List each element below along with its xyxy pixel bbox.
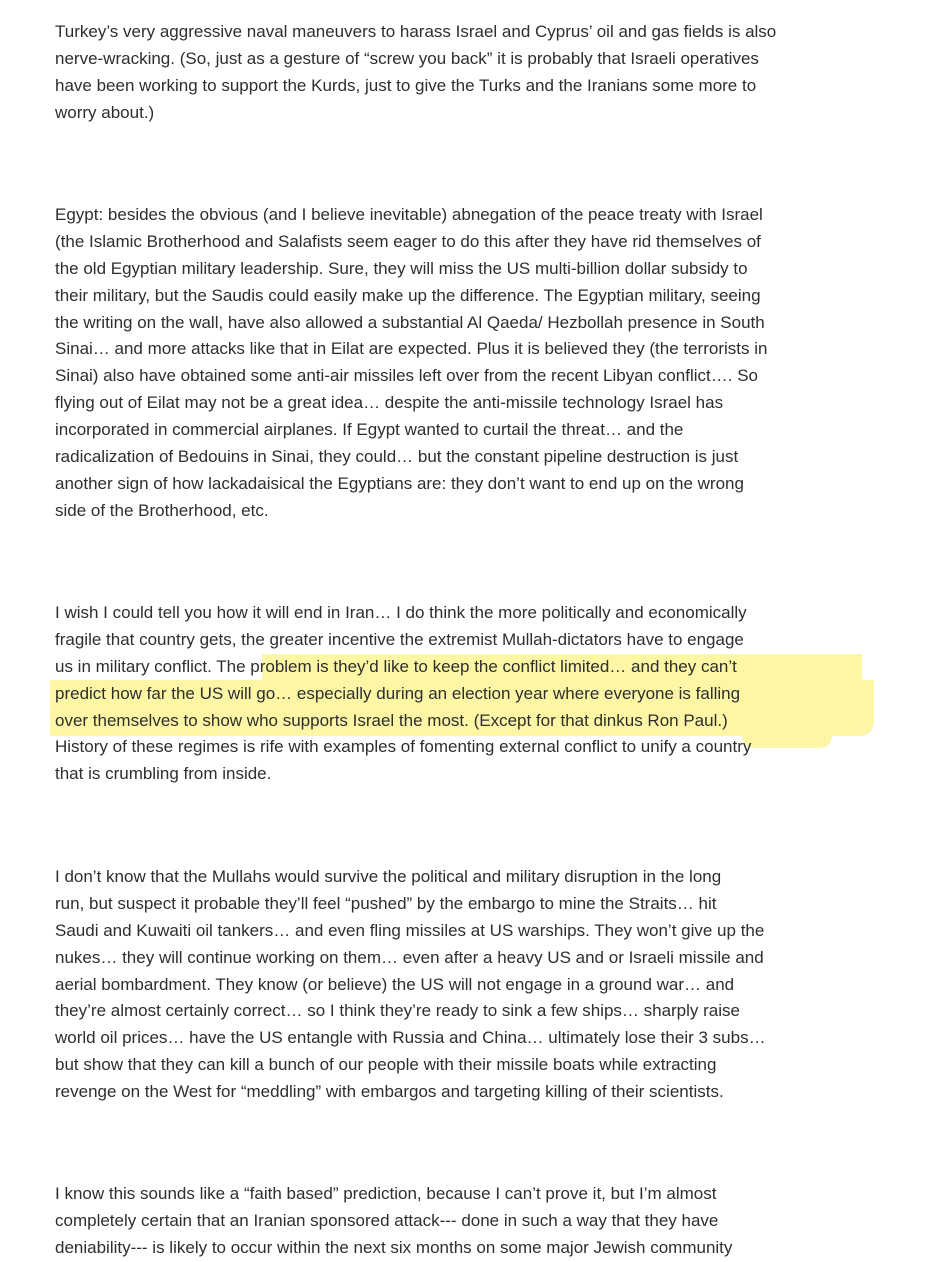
text-line: run, but suspect it probable they’ll feel “pushed” by the embargo to mine the Straits… hit xyxy=(55,893,717,913)
text-line: incorporated in commercial airplanes. If Egypt wanted to curtail the threat… and the xyxy=(55,420,684,440)
text-line: aerial bombardment. They know (or believe) the US will not engage in a ground war… and xyxy=(55,974,735,994)
text-line: us in military conflict. The problem is they’d like to keep the conflict limited… and they can’t xyxy=(55,656,737,676)
text-line: History of these regimes is rife with examples of fomenting external conflict to unify a country xyxy=(55,737,752,757)
paragraph-prediction xyxy=(55,1181,925,1262)
text-line: nukes… they will continue working on them… even after a heavy US and or Israeli missile and xyxy=(55,947,764,967)
text-line: I wish I could tell you how it will end in Iran… I do think the more politically and economically xyxy=(55,603,747,622)
text-line: another sign of how lackadaisical the Egyptians are: they don’t want to end up on the wrong xyxy=(55,473,744,493)
text-line: the writing on the wall, have also allowed a substantial Al Qaeda/ Hezbollah presence in South xyxy=(55,312,765,332)
paragraph-egypt xyxy=(55,202,925,525)
text-line: that is crumbling from inside. xyxy=(55,764,272,784)
text-line: Saudi and Kuwaiti oil tankers… and even fling missiles at US warships. They won’t give up the xyxy=(55,920,765,940)
paragraph-mullahs xyxy=(55,864,925,1106)
text-line: world oil prices… have the US entangle with Russia and China… ultimately lose their 3 subs… xyxy=(55,1028,766,1048)
text-line: side of the Brotherhood, etc. xyxy=(55,500,269,520)
text-line: their military, but the Saudis could easily make up the difference. The Egyptian military, seeing xyxy=(55,285,761,305)
text-line: Egypt: besides the obvious (and I believe inevitable) abnegation of the peace treaty with Israel xyxy=(55,205,763,224)
text-line: completely certain that an Iranian sponsored attack--- done in such a way that they have xyxy=(55,1210,719,1230)
text-line: nerve-wracking. (So, just as a gesture of “screw you back” it is probably that Israeli operatives xyxy=(55,48,759,68)
text-line: fragile that country gets, the greater incentive the extremist Mullah-dictators have to engage xyxy=(55,629,744,649)
text-line: the old Egyptian military leadership. Sure, they will miss the US multi-billion dollar subsidy to xyxy=(55,258,748,278)
text-line: over themselves to show who supports Israel the most. (Except for that dinkus Ron Paul.) xyxy=(55,710,728,730)
text-line: worry about.) xyxy=(55,102,155,122)
text-line: Sinai… and more attacks like that in Eilat are expected. Plus it is believed they (the terrorists in xyxy=(55,339,768,359)
text-line: but show that they can kill a bunch of our people with their missile boats while extracting xyxy=(55,1055,717,1075)
paragraph-iran xyxy=(55,600,925,788)
text-line: have been working to support the Kurds, just to give the Turks and the Iranians some more to xyxy=(55,75,757,95)
text-line: they’re almost certainly correct… so I think they’re ready to sink a few ships… sharply raise xyxy=(55,1001,740,1021)
text-line: flying out of Eilat may not be a great idea… despite the anti-missile technology Israel has xyxy=(55,393,724,413)
text-line: I don’t know that the Mullahs would survive the political and military disruption in the long xyxy=(55,867,722,886)
text-line: predict how far the US will go… especially during an election year where everyone is falling xyxy=(55,683,741,703)
text-line: revenge on the West for “meddling” with embargos and targeting killing of their scientists. xyxy=(55,1082,724,1102)
paragraph-turkey xyxy=(55,19,925,127)
text-line: (the Islamic Brotherhood and Salafists seem eager to do this after they have rid themselves of xyxy=(55,231,761,251)
text-line: radicalization of Bedouins in Sinai, they could… but the constant pipeline destruction is just xyxy=(55,447,739,467)
text-line: Turkey’s very aggressive naval maneuvers to harass Israel and Cyprus’ oil and gas fields is also xyxy=(55,22,777,41)
text-line: I know this sounds like a “faith based” prediction, because I can’t prove it, but I’m almost xyxy=(55,1184,717,1203)
text-line: deniability--- is likely to occur within the next six months on some major Jewish community xyxy=(55,1237,733,1257)
text-line: Sinai) also have obtained some anti-air missiles left over from the recent Libyan conflict…. So xyxy=(55,366,758,386)
